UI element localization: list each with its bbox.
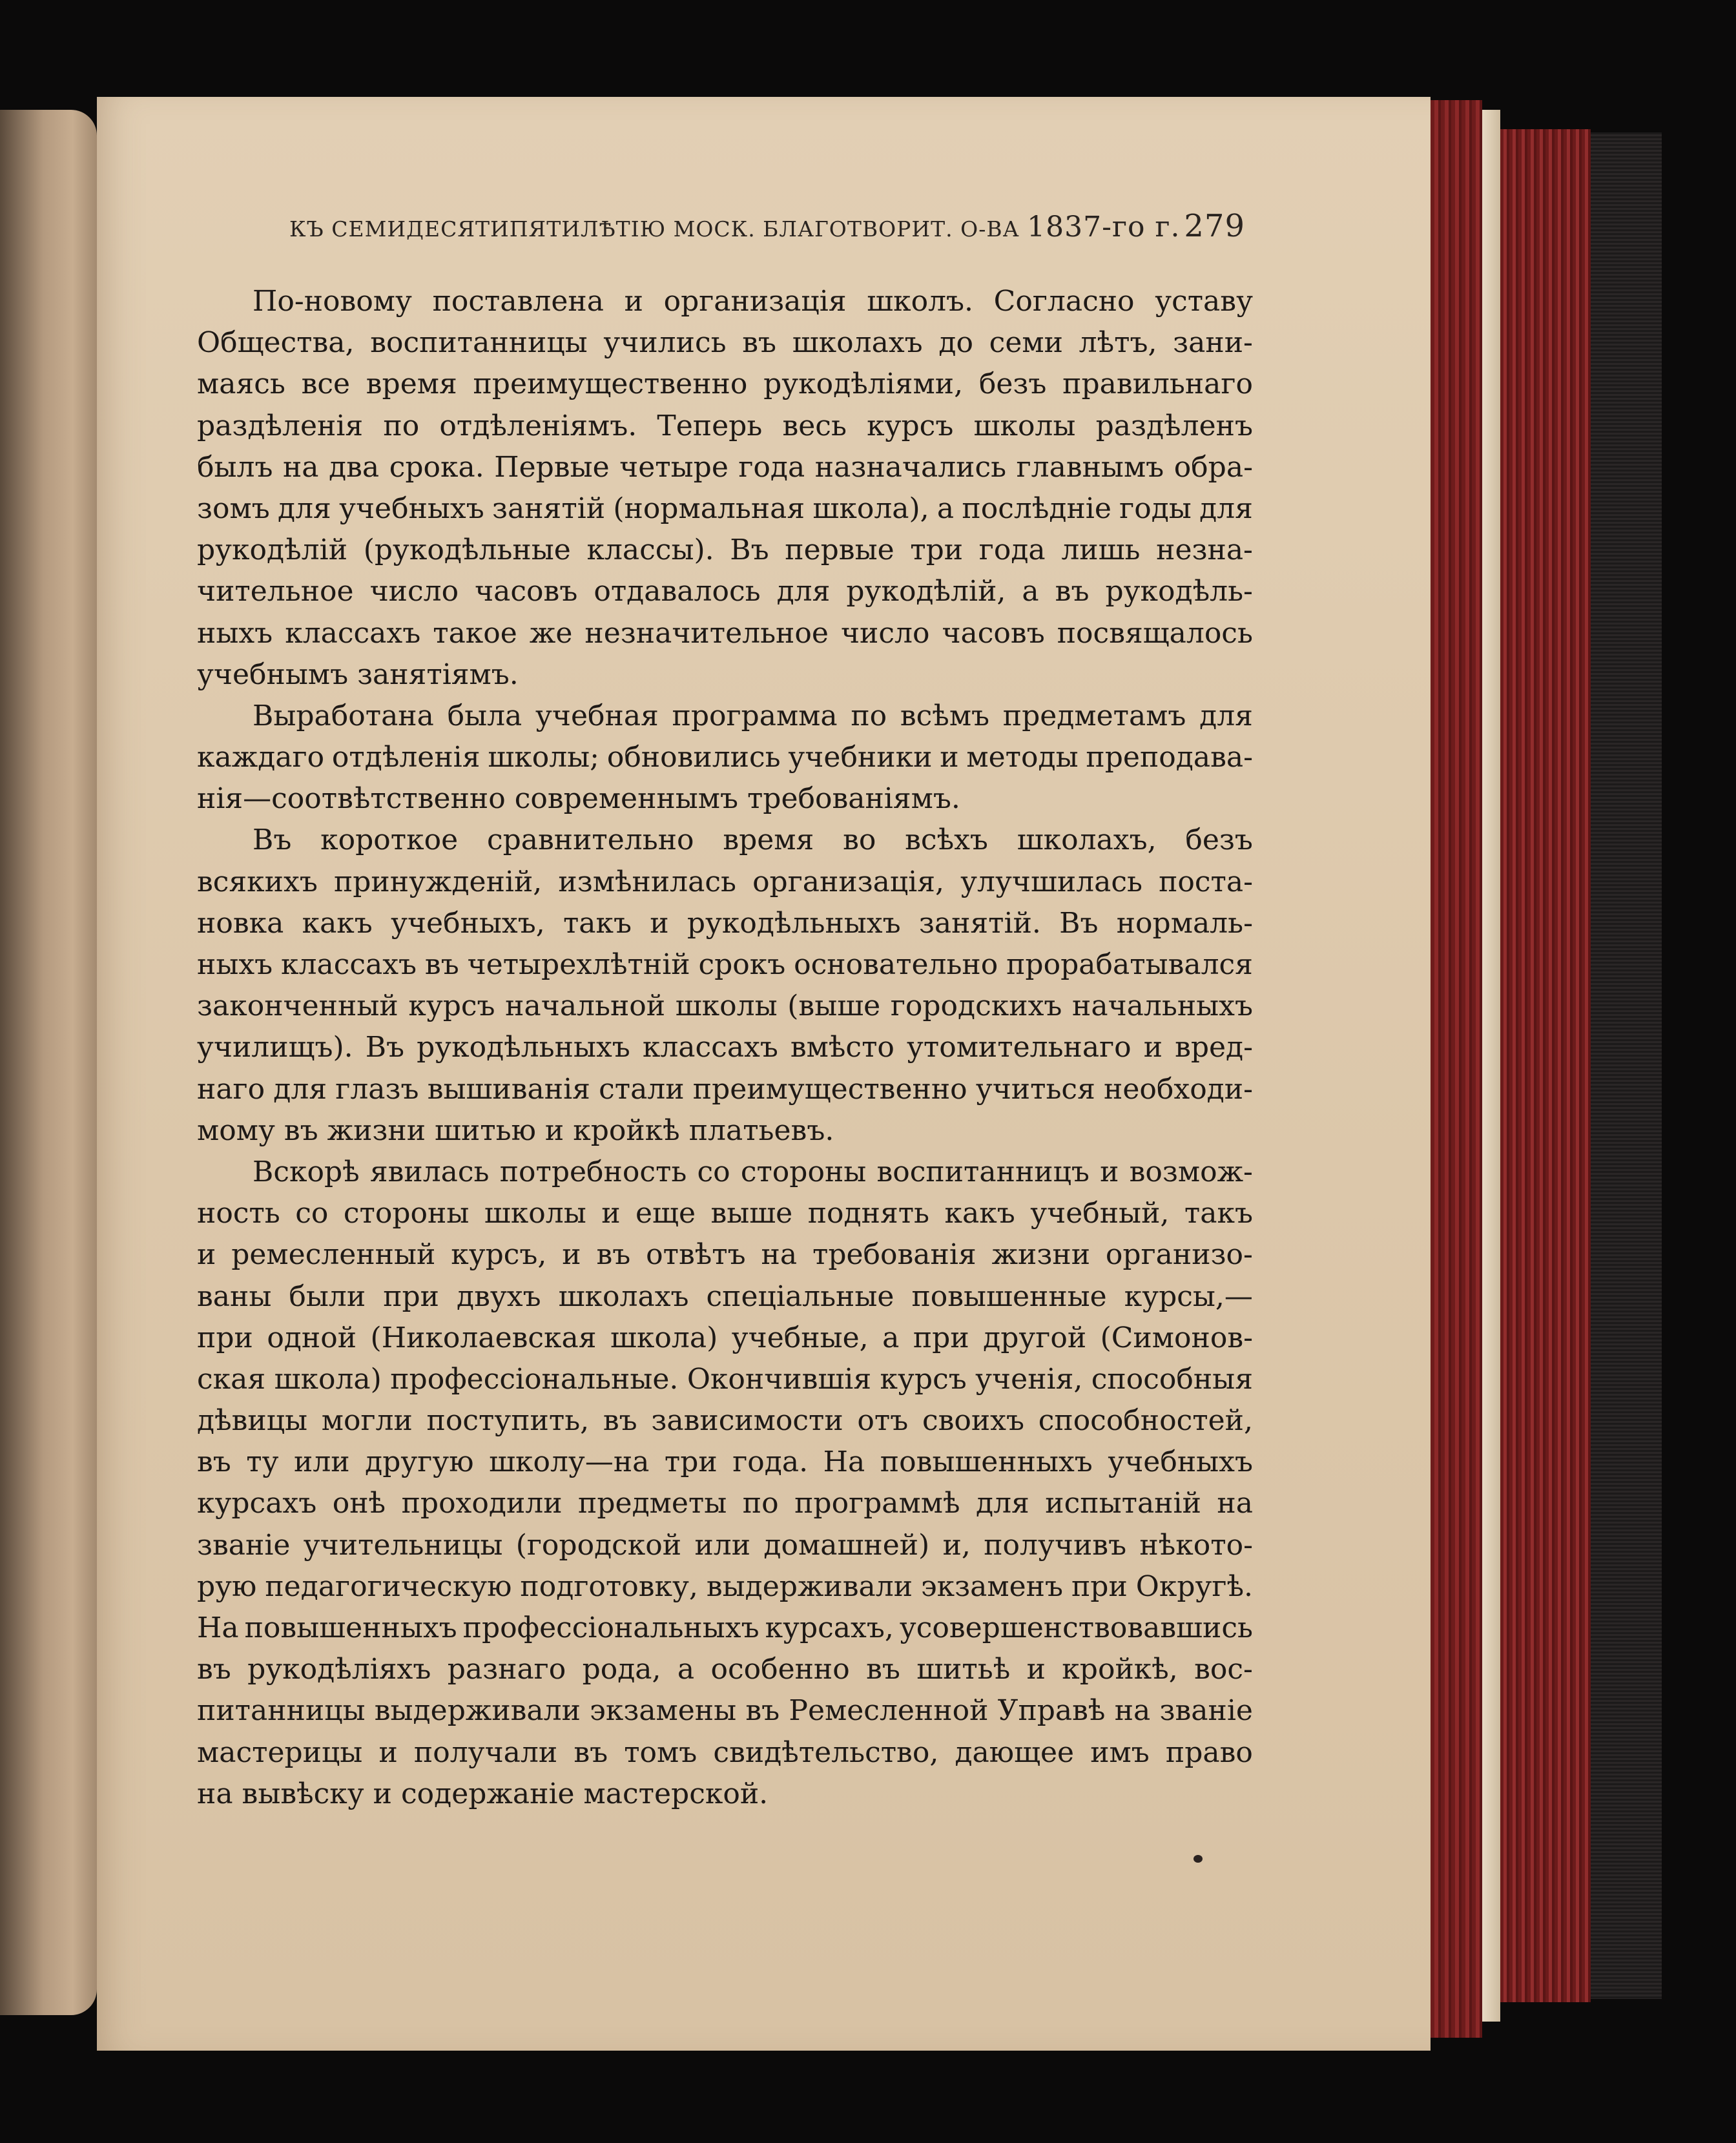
page-edges-red (1431, 100, 1482, 2038)
text-line: Въ короткое сравнительно время во всѣхъ школахъ, безъ (253, 823, 1253, 857)
running-head (289, 208, 1245, 247)
page-number: 279 (1184, 208, 1245, 244)
text-line: зомъ для учебныхъ занятій (нормальная школа), а послѣдніе годы для (197, 492, 1253, 525)
text-line: мому въ жизни шитью и кройкѣ платьевъ. (197, 1113, 834, 1147)
text-line: питанницы выдерживали экзамены въ Ремесленной Управѣ на званіе (197, 1694, 1253, 1728)
text-line: Выработана была учебная программа по всѣмъ предметамъ для (253, 699, 1253, 732)
text-line: По-новому поставлена и организація школъ. Согласно уставу (253, 285, 1253, 318)
text-line: на вывѣску и содержаніе мастерской. (197, 1777, 769, 1810)
text-line: новка какъ учебныхъ, такъ и рукодѣльныхъ занятій. Въ нормаль- (197, 906, 1253, 940)
text-line: въ рукодѣліяхъ разнаго рода, а особенно въ шитьѣ и кройкѣ, вос- (197, 1653, 1253, 1686)
text-line: раздѣленія по отдѣленіямъ. Теперь весь курсъ школы раздѣленъ (197, 409, 1253, 442)
text-line: законченный курсъ начальной школы (выше городскихъ начальныхъ (197, 989, 1253, 1023)
text-line: ваны были при двухъ школахъ спеціальные повышенные курсы,— (197, 1279, 1253, 1313)
text-line: всякихъ принужденій, измѣнилась организація, улучшилась поста- (197, 865, 1253, 898)
text-line: ность со стороны школы и еще выше поднять какъ учебный, такъ (197, 1197, 1253, 1230)
text-line: рую педагогическую подготовку, выдерживали экзаменъ при Округѣ. (197, 1569, 1253, 1603)
text-line: Общества, воспитанницы учились въ школахъ до семи лѣтъ, зани- (197, 326, 1253, 360)
text-line: курсахъ онѣ проходили предметы по программѣ для испытаній на (197, 1487, 1253, 1520)
book-cover-edge (1591, 132, 1662, 1999)
text-line: училищъ). Въ рукодѣльныхъ классахъ вмѣсто утомительнаго и вред- (197, 1031, 1253, 1064)
text-line: наго для глазъ вышиванія стали преимущественно учиться необходи- (197, 1072, 1253, 1106)
text-line: каждаго отдѣленія школы; обновились учебники и методы преподава- (197, 741, 1253, 774)
text-line: учебнымъ занятіямъ. (197, 657, 519, 691)
text-line: чительное число часовъ отдавалось для рукодѣлій, а въ рукодѣль- (197, 575, 1253, 608)
page-edge-light (1482, 110, 1500, 2022)
text-line: На повышенныхъ профессіональныхъ курсахъ, усовершенствовавшись (197, 1611, 1253, 1644)
running-head-year: 1837-го г. (1027, 211, 1181, 243)
text-line: былъ на два срока. Первые четыре года назначались главнымъ обра- (197, 450, 1253, 484)
text-line: званіе учительницы (городской или домашней) и, получивъ нѣкото- (197, 1528, 1253, 1562)
running-head-lead: КЪ СЕМИДЕСЯТИПЯТИЛѢТІЮ МОСК. БЛАГОТВОРИТ. О-ВА (289, 216, 1020, 242)
text-line: ныхъ классахъ такое же незначительное число часовъ посвящалось (197, 616, 1253, 650)
text-line: въ ту или другую школу—на три года. На повышенныхъ учебныхъ (197, 1445, 1253, 1479)
text-line: и ремесленный курсъ, и въ отвѣтъ на требованія жизни организо- (197, 1238, 1253, 1272)
page-edges-red-back (1500, 129, 1591, 2002)
running-head-title (289, 211, 1181, 243)
left-page-edge (0, 110, 97, 2015)
text-line: нія—соотвѣтственно современнымъ требованіямъ. (197, 782, 960, 816)
text-line: рукодѣлій (рукодѣльные классы). Въ первые три года лишь незна- (197, 533, 1253, 567)
text-line: дѣвицы могли поступить, въ зависимости отъ своихъ способностей, (197, 1404, 1253, 1438)
text-line: маясь все время преимущественно рукодѣліями, безъ правильнаго (197, 368, 1253, 401)
body-text (197, 281, 1253, 1815)
text-line: при одной (Николаевская школа) учебные, а при другой (Симонов- (197, 1321, 1253, 1354)
text-line: Вскорѣ явилась потребность со стороны воспитанницъ и возмож- (253, 1155, 1253, 1188)
ink-mark (1194, 1855, 1203, 1863)
text-line: ская школа) профессіональные. Окончившія курсъ ученія, способныя (197, 1362, 1253, 1396)
text-line: ныхъ классахъ въ четырехлѣтній срокъ основательно прорабатывался (197, 948, 1253, 981)
text-line: мастерицы и получали въ томъ свидѣтельство, дающее имъ право (197, 1735, 1253, 1769)
